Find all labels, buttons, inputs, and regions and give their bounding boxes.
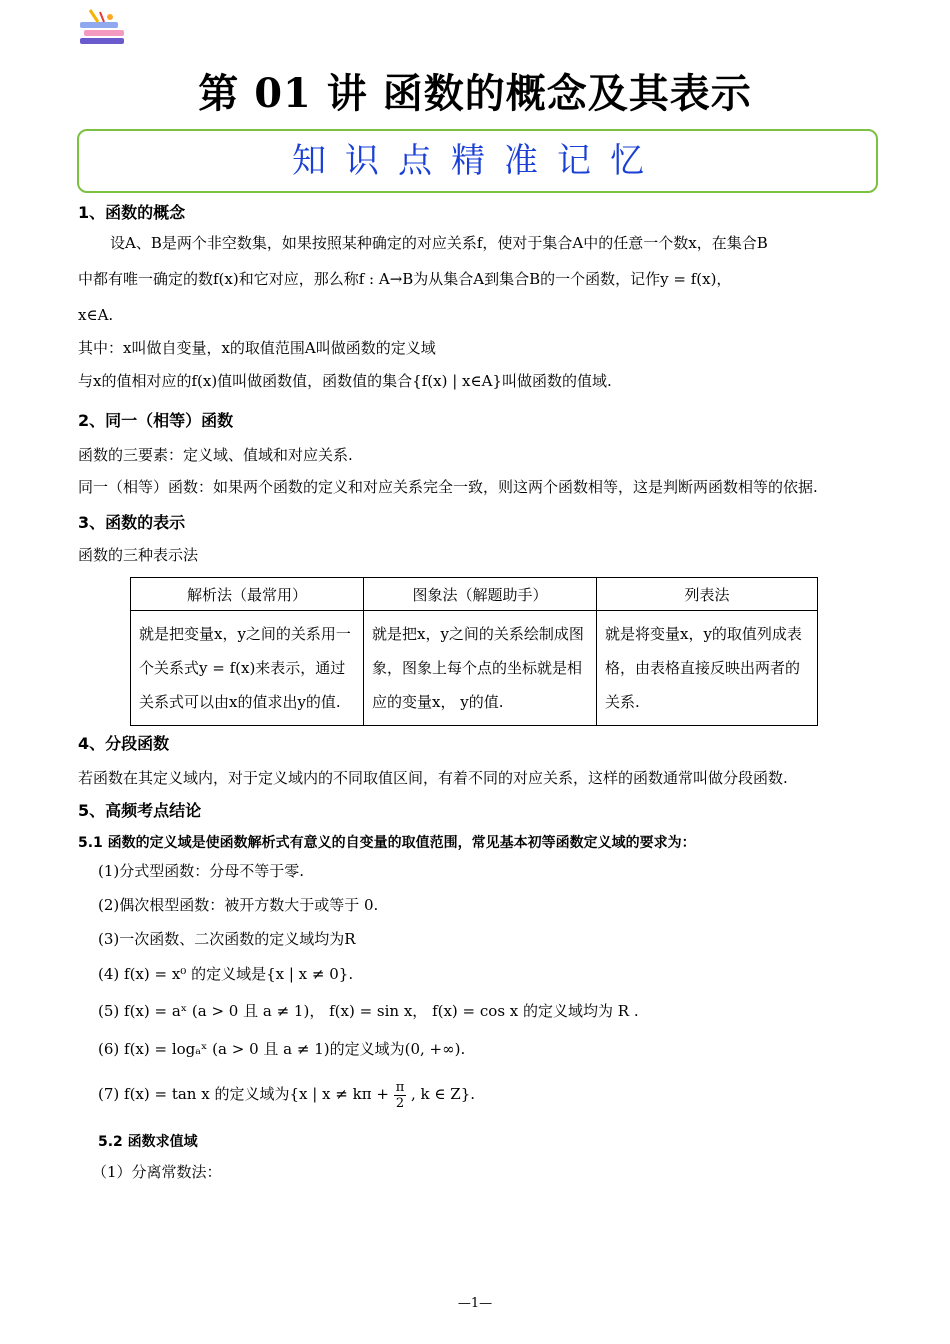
page-number: —1— [457,1296,493,1311]
domain-rule-3: (3)一次函数、二次函数的定义域均为R [98,930,356,948]
definition-line-3: x∈A. [78,306,114,324]
three-elements-line: 函数的三要素：定义域、值域和对应关系. [78,446,353,464]
section-5-heading: 5、高频考点结论 [78,801,202,820]
domain-rule-1: (1)分式型函数：分母不等于零. [98,862,305,880]
section-4-heading: 4、分段函数 [78,734,170,753]
domain-rule-6: (6) f(x) = logₐˣ (a > 0 且 a ≠ 1)的定义域为(0, +∞). [98,1040,466,1058]
subsection-5-1-heading: 5.1 函数的定义域是使函数解析式有意义的自变量的取值范围，常见基本初等函数定义域的要求为： [78,835,696,851]
table-header-row [131,578,818,611]
piecewise-line: 若函数在其定义域内，对于定义域内的不同取值区间，有着不同的对应关系，这样的函数通常叫做分段函数. [78,769,788,787]
domain-rule-7-suffix: , k ∈ Z}. [411,1085,476,1103]
banner-text: 知识点精准记忆 [292,141,663,181]
domain-rule-4: (4) f(x) = x⁰ 的定义域是{x | x ≠ 0}. [98,965,354,983]
domain-rule-5: (5) f(x) = aˣ (a > 0 且 a ≠ 1)， f(x) = sin x， f(x) = cos x 的定义域均为 R . [98,1002,639,1020]
knowledge-banner [77,129,878,193]
content [78,200,878,1188]
table-row [131,611,818,726]
table-header-cell: 列表法 [597,578,818,611]
section-3-heading: 3、函数的表示 [78,513,186,532]
range-line: 与x的值相对应的f(x)值叫做函数值，函数值的集合{f(x) | x∈A}叫做函数的值域. [78,372,612,390]
definition-line-1: 设A、B是两个非空数集，如果按照某种确定的对应关系f，使对于集合A中的任意一个数x，在集合B [110,234,768,252]
table-cell: 就是将变量x，y的取值列成表格，由表格直接反映出两者的关系. [597,611,818,726]
same-function-line: 同一（相等）函数：如果两个函数的定义和对应关系完全一致，则这两个函数相等，这是判断两函数相等的依据. [78,478,818,496]
subsection-5-2-heading: 5.2 函数求值域 [98,1134,198,1150]
representation-table [130,577,818,726]
domain-rule-2: (2)偶次根型函数：被开方数大于或等于 0. [98,896,379,914]
page-title: 第 01 讲 函数的概念及其表示 [198,70,752,117]
section-1-heading: 1、函数的概念 [78,203,186,222]
table-header-cell: 解析法（最常用） [131,578,364,611]
fraction-numerator: π [395,1079,405,1095]
table-cell: 就是把变量x，y之间的关系用一个关系式y = f(x)来表示，通过关系式可以由x的值求出y的值. [131,611,364,726]
books-logo-icon [78,8,128,48]
pi-over-two-fraction [394,1080,407,1111]
section-2-heading: 2、同一（相等）函数 [78,411,234,430]
table-header-cell: 图象法（解题助手） [364,578,597,611]
domain-line: 其中：x叫做自变量，x的取值范围A叫做函数的定义域 [78,339,436,357]
definition-line-2: 中都有唯一确定的数f(x)和它对应，那么称f : A→B为从集合A到集合B的一个函数，记作y = f(x)， [78,270,732,288]
fraction-denominator: 2 [395,1095,405,1111]
three-methods-label: 函数的三种表示法 [78,546,199,564]
domain-rule-7-prefix: (7) f(x) = tan x 的定义域为{x | x ≠ kπ + [98,1085,389,1103]
domain-rule-7 [78,1068,878,1120]
table-cell: 就是把x，y之间的关系绘制成图象，图象上每个点的坐标就是相应的变量x， y的值. [364,611,597,726]
range-method-1: （1）分离常数法： [92,1163,222,1181]
